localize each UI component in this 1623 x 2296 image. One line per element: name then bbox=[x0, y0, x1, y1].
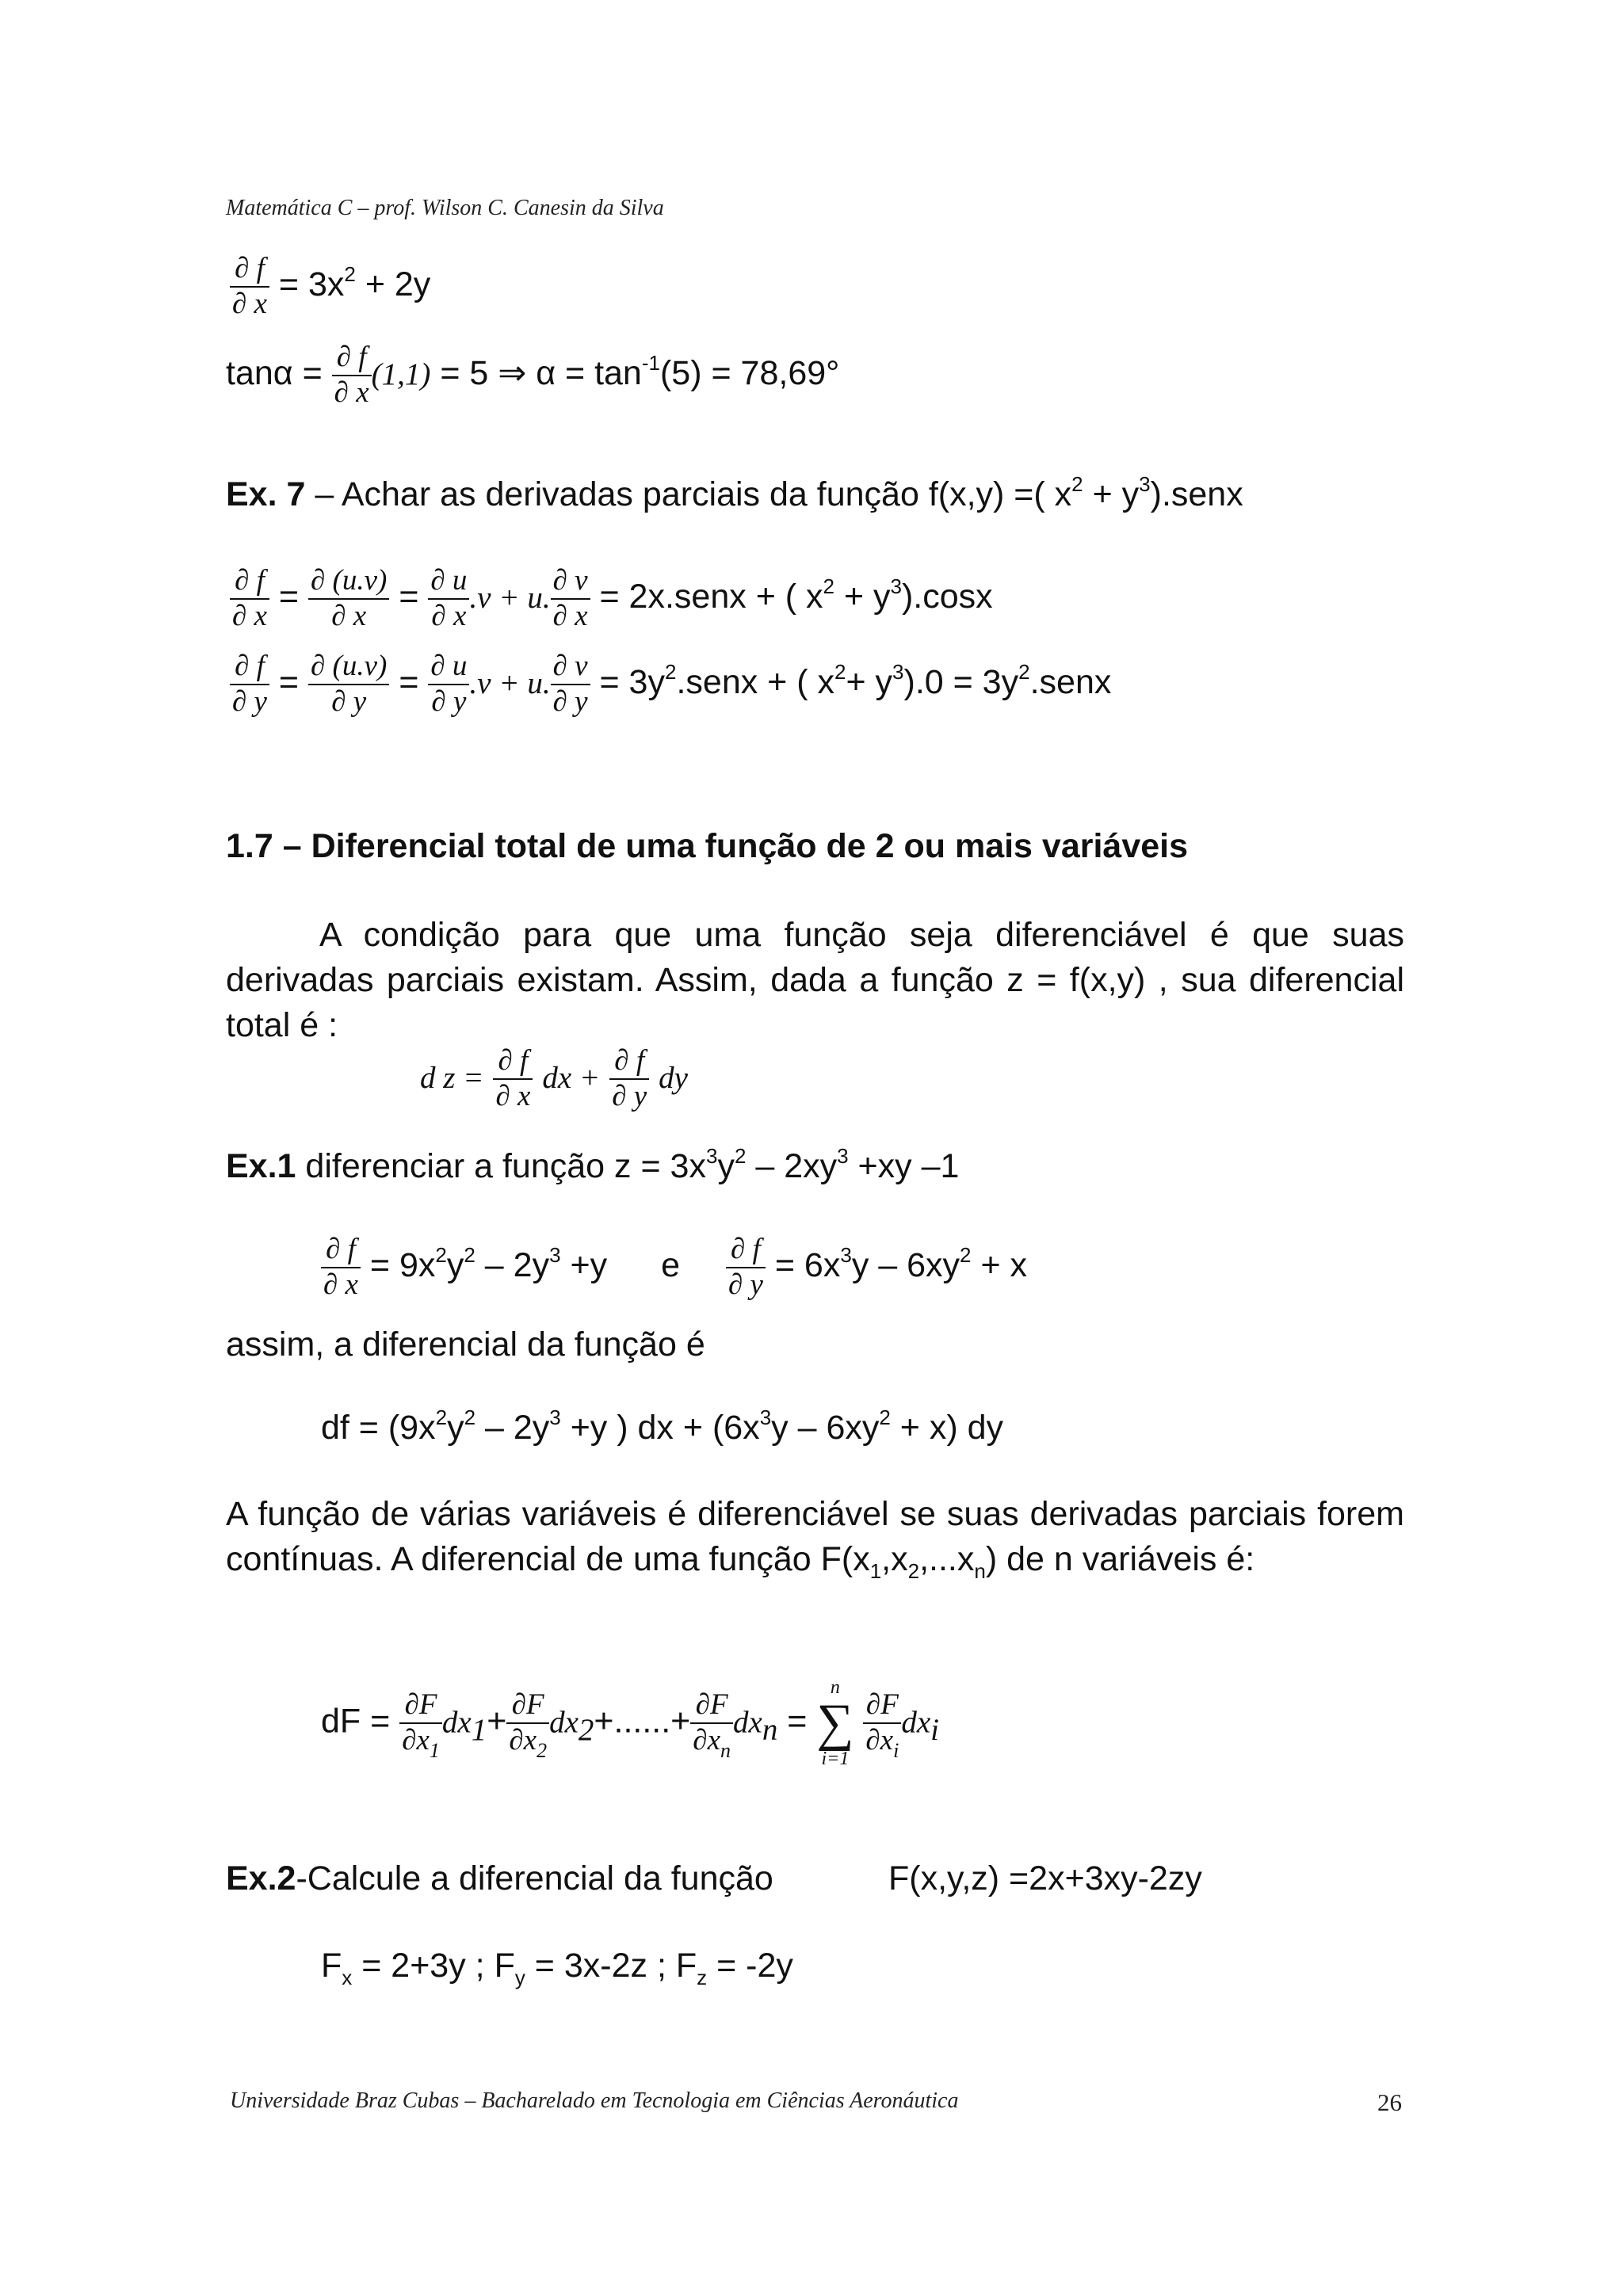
fraction: $\frac{\partial F}{\partial x_i}$ bbox=[863, 1688, 901, 1757]
example-1-partials: $\frac{\partial f}{\partial x}$ = $9x^2y^2 - 2y^3 +y$ e $\frac{\partial f}{\partial y}$ = $6x^3y - 6xy^2 + x$ bbox=[321, 1233, 1027, 1302]
product-rule-derivative-x: $\frac{\partial f}{\partial x}$ = $\frac{\partial (u.v)}{\partial x}$ = $\frac{\partial u}{\partial x}$ .v + u. $\frac{\partial v}{\partial x}$ = 2x.senx + ( $x^2 + y^3).\cos x$ bbox=[230, 564, 993, 633]
example-1-differential: df = ($9x^2y^2 - 2y^3 +y$ ) dx + $(6x^3y - 6xy^2 + x)$ dy bbox=[321, 1405, 1004, 1447]
fraction: $\frac{\partial f}{\partial y}$ bbox=[609, 1044, 649, 1113]
example-2-partials: $F_x = 2+3y$ ; $F_y = 3x-2z$ ; $F_z = -2y$ bbox=[321, 1947, 793, 1989]
fraction: $\frac{\partial f}{\partial y}$ bbox=[726, 1233, 766, 1302]
n-variable-differential-formula: dF = $\frac{\partial F}{\partial x_1}$ dx1+ $\frac{\partial F}{\partial x_2}$ dx2+......+ $\frac{\partial F}{\partial x_n}$ dxn = n ∑ i=1 $\frac{\partial F}{\partial x_i}$ dxi bbox=[321, 1677, 939, 1769]
fraction: $\frac{\partial f}{\partial x}$ bbox=[230, 564, 269, 633]
product-rule-derivative-y: $\frac{\partial f}{\partial y}$ = $\frac{\partial (u.v)}{\partial y}$ = $\frac{\partial u}{\partial y}$ .v + u. $\frac{\partial v}{\partial y}$ = $3y^2.senx$ + ( $x^2+ y^3).0$ = $3y^2.senx$ bbox=[230, 650, 1111, 719]
fraction: $\frac{\partial (u.v)}{\partial y}$ bbox=[308, 650, 389, 719]
summation-symbol: n ∑ i=1 bbox=[816, 1677, 854, 1769]
fraction: $\frac{\partial F}{\partial x_2}$ bbox=[506, 1688, 549, 1757]
fraction: $\frac{\partial u}{\partial x}$ bbox=[428, 564, 469, 633]
fraction: $\frac{\partial (u.v)}{\partial x}$ bbox=[308, 564, 389, 633]
fraction: $\frac{\partial f}{\partial x}$ bbox=[230, 252, 269, 321]
fraction: $\frac{\partial f}{\partial y}$ bbox=[230, 650, 269, 719]
total-differential-formula: d z = $\frac{\partial f}{\partial x}$ dx + $\frac{\partial f}{\partial y}$ dy bbox=[420, 1044, 688, 1112]
tangent-angle-equation: tanα = $\frac{\partial f}{\partial x}$ (1,1) = 5 ⇒ $\alpha = \tan^{-1}(5) = 78,69^\circ$ bbox=[226, 341, 840, 409]
fraction: $\frac{\partial F}{\partial x_1}$ bbox=[399, 1688, 442, 1757]
fraction: $\frac{\partial v}{\partial x}$ bbox=[551, 564, 590, 633]
example-1-text: assim, a diferencial da função é bbox=[226, 1325, 705, 1363]
differentiability-paragraph: A função de várias variáveis é diferenciável se suas derivadas parciais forem contínuas. A diferencial de uma função $F(x_1,x_2,...x_n)$ de n variáveis é: bbox=[226, 1495, 1404, 1583]
example-2-function: F(x,y,z) =2x+3xy-2zy bbox=[888, 1859, 1202, 1897]
example-1-statement: Ex.1 diferenciar a função $z = 3x^3y^2 - 2xy^3 +xy$ –1 bbox=[226, 1144, 960, 1185]
example-2-statement: Ex.2-Calcule a diferencial da função bbox=[226, 1859, 773, 1897]
fraction: $\frac{\partial f}{\partial x}$ bbox=[332, 341, 372, 410]
section-paragraph: A condição para que uma função seja diferenciável é que suas derivadas parciais existam. Assim, dada a função z = f(x,y) , sua diferencial total é : bbox=[226, 916, 1404, 1044]
fraction: $\frac{\partial u}{\partial y}$ bbox=[428, 650, 469, 719]
example-7-statement: Ex. 7 – Achar as derivadas parciais da função f(x,y) =( $x^2$ + $y^3).senx$ bbox=[226, 472, 1243, 513]
section-title: 1.7 – Diferencial total de uma função de 2 ou mais variáveis bbox=[226, 827, 1189, 865]
page-footer: Universidade Braz Cubas – Bacharelado em Tecnologia em Ciências Aeronáutica bbox=[230, 2088, 959, 2113]
fraction: $\frac{\partial f}{\partial x}$ bbox=[321, 1233, 361, 1302]
partial-derivative-x: $\frac{\partial f}{\partial x}$ = $3x^2 + 2y$ bbox=[230, 252, 430, 321]
fraction: $\frac{\partial f}{\partial x}$ bbox=[493, 1044, 533, 1113]
page-header: Matemática C – prof. Wilson C. Canesin da Silva bbox=[226, 196, 664, 220]
page-number: 26 bbox=[1377, 2088, 1402, 2116]
fraction: $\frac{\partial v}{\partial y}$ bbox=[551, 650, 590, 719]
fraction: $\frac{\partial F}{\partial x_n}$ bbox=[690, 1688, 733, 1757]
